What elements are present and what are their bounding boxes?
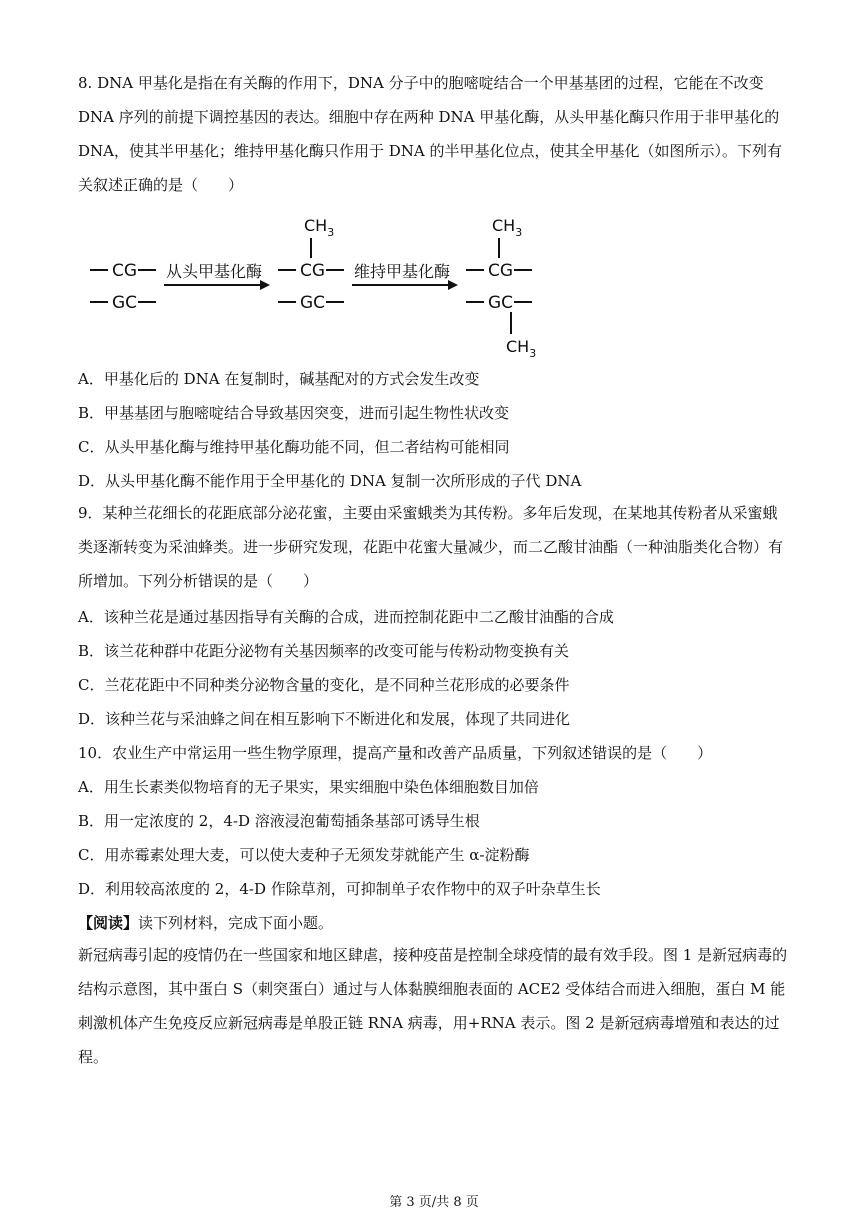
q9-option-a: A．该种兰花是通过基因指导有关酶的合成，进而控制花距中二乙酸甘油酯的合成 — [78, 608, 614, 626]
reading-heading — [78, 912, 790, 934]
q10-option-a: A．用生长素类似物培育的无子果实，果实细胞中染色体细胞数目加倍 — [78, 778, 539, 796]
q8-stem: 8. DNA 甲基化是指在有关酶的作用下，DNA 分子中的胞嘧啶结合一个甲基基团的过程，它能在不改变 DNA 序列的前提下调控基因的表达。细胞中存在两种 DNA 甲基化酶，从头甲基化酶只作用于非甲基化的 DNA，使其半甲基化；维持甲基化酶只作用于 DNA 的半甲基化位点，使其全甲基化（如图所示）。下列有关叙述正确的是（ ） — [78, 74, 783, 194]
reading-intro: 读下列材料，完成下面小题。 — [138, 914, 334, 932]
dna-methylation-diagram — [78, 206, 558, 358]
q10-stem: 10．农业生产中常运用一些生物学原理，提高产量和改善产品质量，下列叙述错误的是（ ） — [78, 744, 713, 762]
q8-option-a: A．甲基化后的 DNA 在复制时，碱基配对的方式会发生改变 — [78, 370, 480, 388]
q10-option-d: D．利用较高浓度的 2，4-D 作除草剂，可抑制单子农作物中的双子叶杂草生长 — [78, 880, 601, 898]
strand-top-2: CG — [300, 261, 326, 281]
arrow-right-icon — [260, 280, 270, 290]
strand-bottom-2: GC — [300, 293, 326, 313]
strand-top-3: CG — [488, 261, 514, 281]
q9-stem: 9．某种兰花细长的花距底部分泌花蜜，主要由采蜜蛾类为其传粉。多年后发现，在某地其传粉者从采蜜蛾类逐渐转变为采油蜂类。进一步研究发现，花距中花蜜大量减少，而二乙酸甘油酯（一种油脂类化合物）有所增加。下列分析错误的是（ ） — [78, 504, 784, 590]
arrow-right-icon — [448, 280, 458, 290]
q8-option-b: B．甲基基团与胞嘧啶结合导致基因突变，进而引起生物性状改变 — [78, 404, 510, 422]
q9-option-d: D．该种兰花与采油蜂之间在相互影响下不断进化和发展，体现了共同进化 — [78, 710, 571, 728]
strand-bottom-1: GC — [112, 293, 138, 313]
reading-tag: 【阅读】 — [78, 914, 139, 932]
methyl-group-3-top: $CH_3$ — [492, 216, 523, 239]
enzyme2-label: 维持甲基化酶 — [354, 262, 451, 281]
page-footer: 第 3 页/共 8 页 — [389, 1195, 479, 1210]
q9-option-c: C．兰花花距中不同种类分泌物含量的变化，是不同种兰花形成的必要条件 — [78, 676, 570, 694]
strand-top-1: CG — [112, 261, 138, 281]
reading-body: 新冠病毒引起的疫情仍在一些国家和地区肆虐，接种疫苗是控制全球疫情的最有效手段。图 1 是新冠病毒的结构示意图，其中蛋白 S（刺突蛋白）通过与人体黏膜细胞表面的 ACE2 受体结合而进入细胞，蛋白 M 能刺激机体产生免疫反应新冠病毒是单股正链 RNA 病毒，用+RNA 表示。图 2 是新冠病毒增殖和表达的过程。 — [78, 946, 788, 1066]
methyl-group-3-bottom: $CH_3$ — [506, 337, 537, 358]
q10-option-b: B．用一定浓度的 2，4-D 溶液浸泡葡萄插条基部可诱导生根 — [78, 812, 480, 830]
q8-option-d: D．从头甲基化酶不能作用于全甲基化的 DNA 复制一次所形成的子代 DNA — [78, 472, 582, 490]
q8-option-c: C．从头甲基化酶与维持甲基化酶功能不同，但二者结构可能相同 — [78, 438, 510, 456]
enzyme1-label: 从头甲基化酶 — [166, 262, 263, 281]
q10-option-c: C．用赤霉素处理大麦，可以使大麦种子无须发芽就能产生 α-淀粉酶 — [78, 846, 530, 864]
methyl-group-2: $CH_3$ — [304, 216, 335, 239]
strand-bottom-3: GC — [488, 293, 514, 313]
q9-option-b: B．该兰花种群中花距分泌物有关基因频率的改变可能与传粉动物变换有关 — [78, 642, 570, 660]
